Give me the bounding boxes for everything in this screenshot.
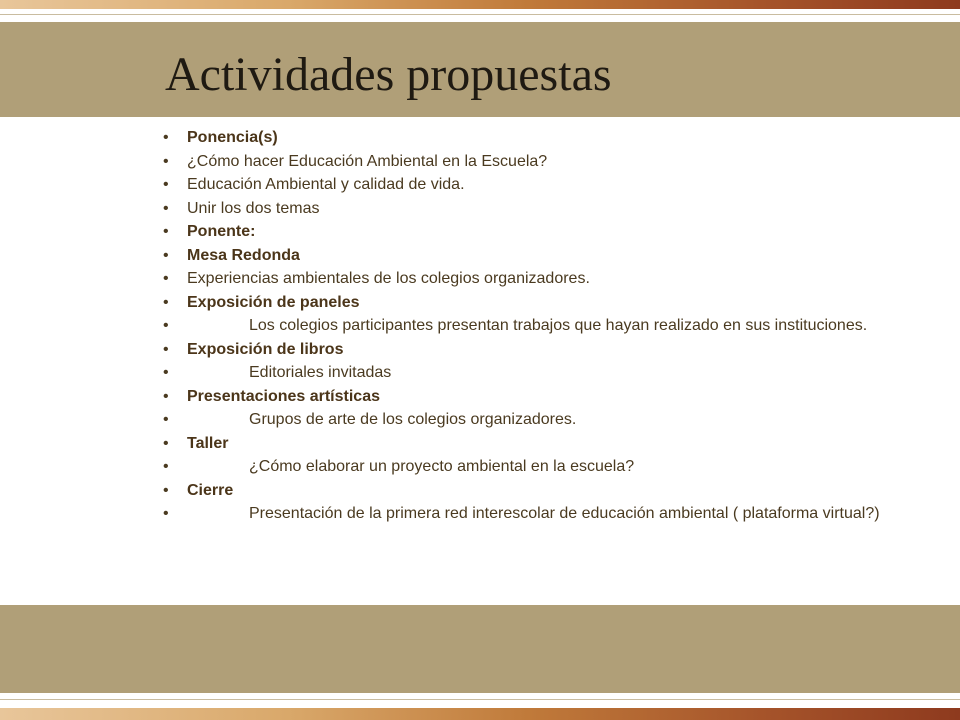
top-divider-line [0, 14, 960, 15]
bullet-text: Ponencia(s) [187, 129, 278, 146]
bullet-icon: • [163, 434, 169, 452]
bullet-item [163, 199, 883, 218]
bullet-item [163, 316, 883, 335]
bullet-item [163, 410, 883, 429]
bullet-item [163, 293, 883, 312]
bullet-item [163, 269, 883, 288]
bullet-icon: • [163, 199, 169, 217]
footer-band [0, 605, 960, 693]
bullet-text: Editoriales invitadas [249, 364, 392, 381]
bullet-list [163, 128, 883, 528]
bullet-text: Presentaciones artísticas [187, 387, 380, 405]
bullet-icon: • [163, 176, 169, 193]
bullet-item [163, 152, 883, 171]
bullet-item [163, 457, 883, 476]
bullet-icon: • [163, 152, 169, 170]
bullet-text: Grupos de arte de los colegios organizadores. [249, 411, 577, 428]
bullet-text: Ponente: [187, 223, 256, 240]
bullet-item [163, 222, 883, 241]
bullet-item [163, 340, 883, 359]
bullet-text: Exposición de libros [187, 340, 344, 358]
bullet-item [163, 246, 883, 265]
bullet-icon: • [163, 364, 169, 381]
bullet-item [163, 481, 883, 500]
bullet-text: ¿Cómo elaborar un proyecto ambiental en la escuela? [249, 458, 635, 475]
bullet-icon: • [163, 411, 169, 428]
bullet-text: Exposición de paneles [187, 293, 360, 311]
bullet-text: Mesa Redonda [187, 246, 300, 264]
bullet-icon: • [163, 505, 169, 522]
bullet-text: Experiencias ambientales de los colegios organizadores. [187, 270, 590, 287]
slide-title: Actividades propuestas [165, 48, 612, 101]
bullet-icon: • [163, 223, 169, 240]
bottom-divider-line [0, 699, 960, 700]
bullet-icon: • [163, 129, 169, 146]
bullet-text: Los colegios participantes presentan trabajos que hayan realizado en sus instituciones. [249, 317, 868, 334]
top-gradient-bar [0, 0, 960, 9]
bullet-icon: • [163, 481, 169, 499]
bullet-text: Educación Ambiental y calidad de vida. [187, 176, 465, 193]
bullet-text: Presentación de la primera red interescolar de educación ambiental ( plataforma virtual?) [249, 505, 880, 522]
bullet-text: ¿Cómo hacer Educación Ambiental en la Escuela? [187, 152, 548, 170]
bullet-icon: • [163, 317, 169, 334]
bullet-item [163, 128, 883, 147]
bullet-item [163, 434, 883, 453]
bullet-text: Taller [187, 434, 229, 452]
bullet-icon: • [163, 270, 169, 287]
bullet-item [163, 363, 883, 382]
bullet-item [163, 175, 883, 194]
bullet-text: Unir los dos temas [187, 199, 320, 217]
bullet-item [163, 504, 883, 523]
bullet-icon: • [163, 458, 169, 475]
bottom-gradient-bar [0, 708, 960, 720]
bullet-icon: • [163, 246, 169, 264]
bullet-icon: • [163, 293, 169, 311]
bullet-item [163, 387, 883, 406]
bullet-icon: • [163, 340, 169, 358]
bullet-text: Cierre [187, 481, 234, 499]
bullet-icon: • [163, 387, 169, 405]
